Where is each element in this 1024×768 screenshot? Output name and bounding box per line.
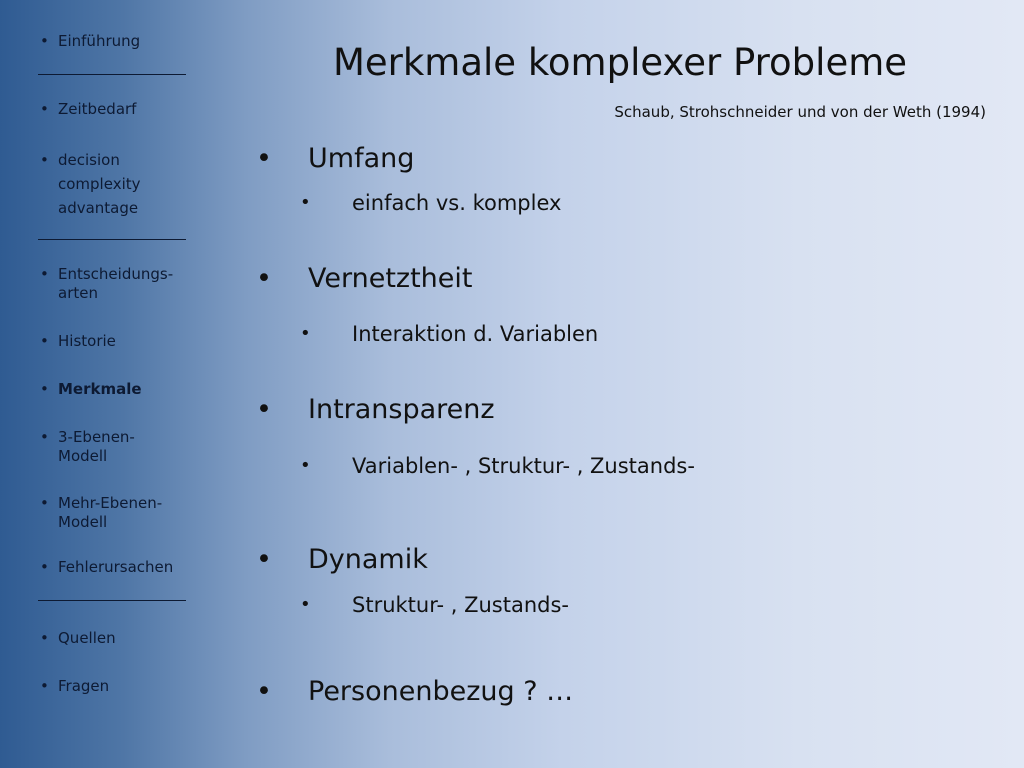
sidebar-item-label: Quellen <box>58 629 116 647</box>
sidebar-item-label: decision complexity advantage <box>58 151 141 217</box>
sidebar-item-label: Einführung <box>58 32 141 50</box>
bullet-icon: • <box>40 428 49 446</box>
sidebar-item-zeitbedarf[interactable] <box>40 100 190 119</box>
sub-bullet-text: Interaktion d. Variablen <box>352 322 599 346</box>
citation: Schaub, Strohschneider und von der Weth (1994) <box>614 103 986 121</box>
bullet-icon: • <box>256 143 272 174</box>
bullet-icon: • <box>300 323 311 344</box>
bullet-text: Vernetztheit <box>308 263 473 294</box>
sidebar-item-label: Entscheidungs-arten <box>58 265 174 302</box>
sidebar-item-label: Historie <box>58 332 116 350</box>
divider <box>38 600 186 601</box>
sidebar-item-label: Merkmale <box>58 380 142 398</box>
sub-bullet-text: Variablen- , Struktur- , Zustands- <box>352 454 695 478</box>
sidebar-item-3-ebenen-modell[interactable] <box>40 428 150 466</box>
bullet-text: Intransparenz <box>308 394 495 425</box>
bullet-icon: • <box>40 494 49 512</box>
sub-bullet-text: einfach vs. komplex <box>352 191 562 215</box>
bullet-icon: • <box>40 677 49 695</box>
sidebar-item-historie[interactable] <box>40 332 190 351</box>
bullet-icon: • <box>300 192 311 213</box>
sidebar-item-entscheidungsarten[interactable] <box>40 265 190 303</box>
sidebar-item-einfuehrung[interactable] <box>40 32 190 51</box>
bullet-icon: • <box>300 594 311 615</box>
bullet-icon: • <box>40 380 49 398</box>
sidebar-item-label: Fehlerursachen <box>58 558 174 576</box>
bullet-icon: • <box>256 394 272 425</box>
sidebar-item-fragen[interactable] <box>40 677 190 696</box>
bullet-icon: • <box>256 676 272 707</box>
bullet-icon: • <box>300 455 311 476</box>
bullet-icon: • <box>40 151 49 169</box>
sidebar-nav <box>0 0 200 768</box>
bullet-text: Umfang <box>308 143 415 174</box>
sidebar-item-fehlerursachen[interactable] <box>40 558 190 577</box>
bullet-icon: • <box>40 265 49 283</box>
sidebar-item-label: Mehr-Ebenen-Modell <box>58 494 163 531</box>
bullet-icon: • <box>256 263 272 294</box>
sidebar-item-quellen[interactable] <box>40 629 190 648</box>
sidebar-item-decision-complexity[interactable] <box>40 148 155 220</box>
divider <box>38 74 186 75</box>
bullet-icon: • <box>256 544 272 575</box>
bullet-text: Dynamik <box>308 544 428 575</box>
sidebar-item-label: Zeitbedarf <box>58 100 137 118</box>
sidebar-item-merkmale[interactable] <box>40 380 190 399</box>
bullet-icon: • <box>40 629 49 647</box>
sidebar-item-mehr-ebenen-modell[interactable] <box>40 494 180 532</box>
sub-bullet-text: Struktur- , Zustands- <box>352 593 570 617</box>
divider <box>38 239 186 240</box>
bullet-icon: • <box>40 558 49 576</box>
bullet-icon: • <box>40 332 49 350</box>
bullet-icon: • <box>40 100 49 118</box>
bullet-text: Personenbezug ? … <box>308 676 574 707</box>
sidebar-item-label: Fragen <box>58 677 110 695</box>
slide-title: Merkmale komplexer Probleme <box>332 41 908 84</box>
bullet-icon: • <box>40 32 49 50</box>
sidebar-item-label: 3-Ebenen-Modell <box>58 428 135 465</box>
